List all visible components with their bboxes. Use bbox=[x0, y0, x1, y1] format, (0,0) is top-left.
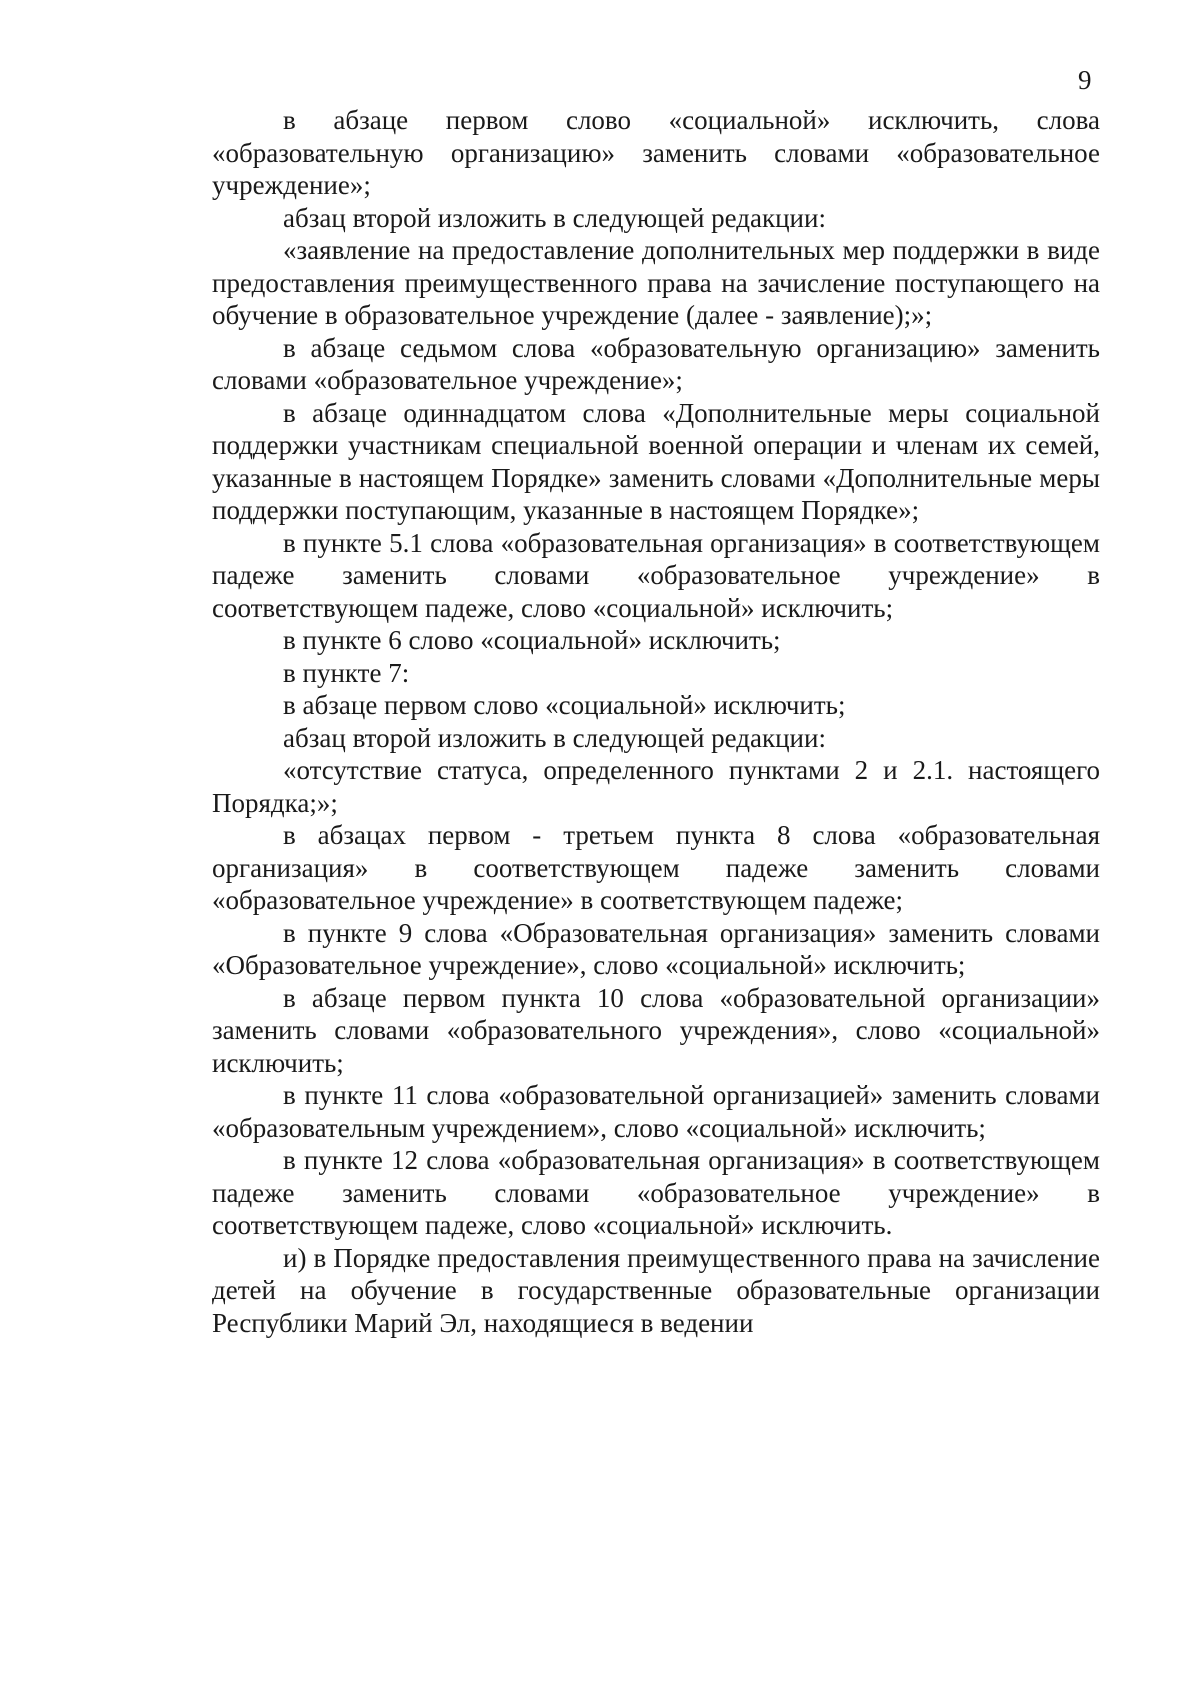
page-number: 9 bbox=[1078, 65, 1092, 95]
paragraph: абзац второй изложить в следующей редакции: bbox=[283, 722, 826, 753]
paragraph: в пункте 9 слова «Образовательная организация» заменить словами «Образовательное учреждение», слово «социальной» исключить; bbox=[212, 917, 1100, 980]
paragraph: в абзаце первом слово «социальной» исключить, слова «образовательную организацию» заменить словами «образовательное учреждение»; bbox=[212, 105, 1100, 200]
paragraph: в абзаце первом слово «социальной» исключить; bbox=[283, 690, 846, 720]
paragraph: в пункте 7: bbox=[283, 657, 410, 688]
paragraph: в пункте 12 слова «образовательная организация» в соответствующем падеже заменить словами «образовательное учреждение» в соответствующем падеже, слово «социальной» исключить. bbox=[212, 1145, 1100, 1240]
paragraph: в абзаце одиннадцатом слова «Дополнительные меры социальной поддержки участникам специальной военной операции и членам их семей, указанные в настоящем Порядке» заменить словами «Дополнительные меры поддержки поступающим, указанные в настоящем Порядке»; bbox=[212, 397, 1100, 525]
paragraph: в абзацах первом - третьем пункта 8 слова «образовательная организация» в соответствующем падеже заменить словами «образовательное учреждение» в соответствующем падеже; bbox=[212, 820, 1100, 915]
paragraph: абзац второй изложить в следующей редакции: bbox=[283, 202, 826, 233]
document-body bbox=[212, 104, 1100, 1339]
paragraph: и) в Порядке предоставления преимущественного права на зачисление детей на обучение в государственные образовательные организации Республики Марий Эл, находящиеся в ведении bbox=[212, 1242, 1100, 1338]
paragraph: в пункте 5.1 слова «образовательная организация» в соответствующем падеже заменить словами «образовательное учреждение» в соответствующем падеже, слово «социальной» исключить; bbox=[212, 527, 1100, 623]
paragraph: в пункте 6 слово «социальной» исключить; bbox=[283, 625, 781, 655]
paragraph: «отсутствие статуса, определенного пунктами 2 и 2.1. настоящего Порядка;»; bbox=[212, 755, 1100, 818]
paragraph: в абзаце седьмом слова «образовательную организацию» заменить словами «образовательное учреждение»; bbox=[212, 332, 1100, 395]
paragraph: «заявление на предоставление дополнительных мер поддержки в виде предоставления преимущественного права на зачисление поступающего на обучение в образовательное учреждение (далее - заявление);»; bbox=[212, 235, 1100, 330]
paragraph: в абзаце первом пункта 10 слова «образовательной организации» заменить словами «образовательного учреждения», слово «социальной» исключить; bbox=[212, 982, 1100, 1078]
paragraph: в пункте 11 слова «образовательной организацией» заменить словами «образовательным учреждением», слово «социальной» исключить; bbox=[212, 1080, 1100, 1143]
